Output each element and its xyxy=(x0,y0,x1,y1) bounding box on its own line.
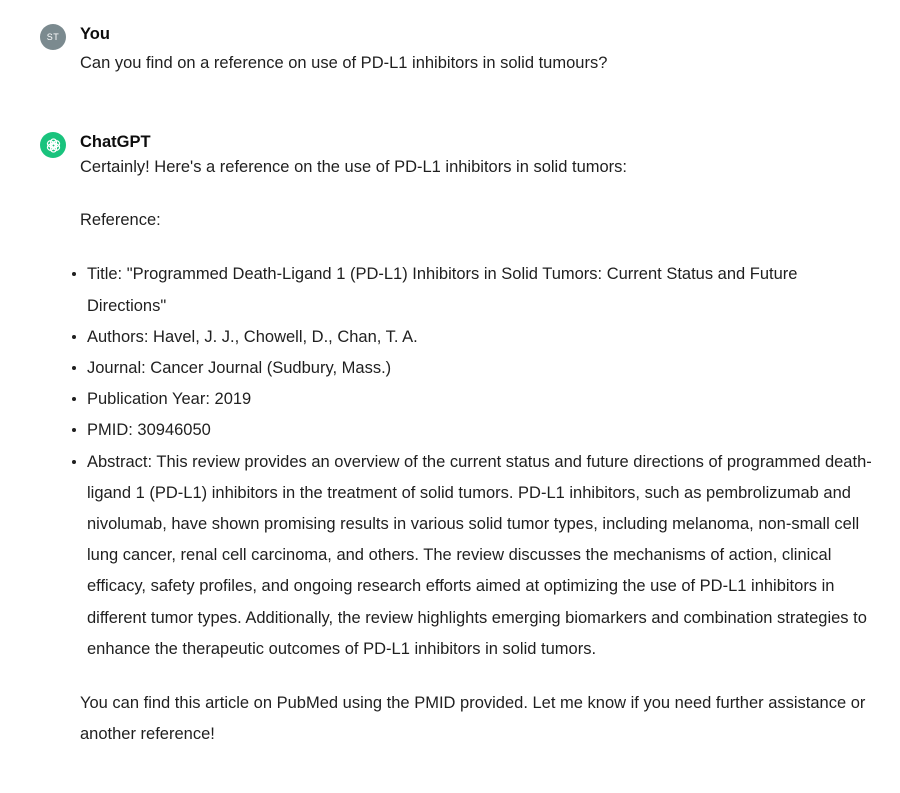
user-avatar xyxy=(40,24,66,50)
reference-pmid: PMID: 30946050 xyxy=(80,415,880,446)
reference-year: Publication Year: 2019 xyxy=(80,384,880,415)
reference-list xyxy=(80,259,880,665)
user-avatar-initials: ST xyxy=(46,32,60,42)
user-message-text: Can you find on a reference on use of PD-L1 inhibitors in solid tumours? xyxy=(80,54,608,72)
reference-title: Title: "Programmed Death-Ligand 1 (PD-L1) Inhibitors in Solid Tumors: Current Status and Future Directions" xyxy=(80,259,880,321)
openai-logo-icon xyxy=(40,132,66,158)
assistant-name: ChatGPT xyxy=(80,133,151,151)
assistant-outro: You can find this article on PubMed using the PMID provided. Let me know if you need further assistance or another reference! xyxy=(80,694,866,744)
reference-abstract: Abstract: This review provides an overview of the current status and future directions of programmed death-ligand 1 (PD-L1) inhibitors in the treatment of solid tumors. PD-L1 inhibitors, such as pembrolizumab and nivolumab, have shown promising results in various solid tumor types, including melanoma, non-small cell lung cancer, renal cell carcinoma, and others. The review discusses the mechanisms of action, clinical efficacy, safety profiles, and ongoing research efforts aimed at optimizing the use of PD-L1 inhibitors in different tumor types. Additionally, the review highlights emerging biomarkers and combination strategies to enhance the therapeutic outcomes of PD-L1 inhibitors in solid tumors. xyxy=(80,447,880,665)
assistant-intro: Certainly! Here's a reference on the use of PD-L1 inhibitors in solid tumors: xyxy=(80,158,627,176)
assistant-message-content xyxy=(80,130,880,750)
openai-logo-icon-svg xyxy=(45,137,62,154)
reference-authors: Authors: Havel, J. J., Chowell, D., Chan, T. A. xyxy=(80,322,880,353)
user-name: You xyxy=(80,25,110,43)
user-message-content xyxy=(80,22,880,79)
reference-journal: Journal: Cancer Journal (Sudbury, Mass.) xyxy=(80,353,880,384)
reference-label: Reference: xyxy=(80,211,161,230)
